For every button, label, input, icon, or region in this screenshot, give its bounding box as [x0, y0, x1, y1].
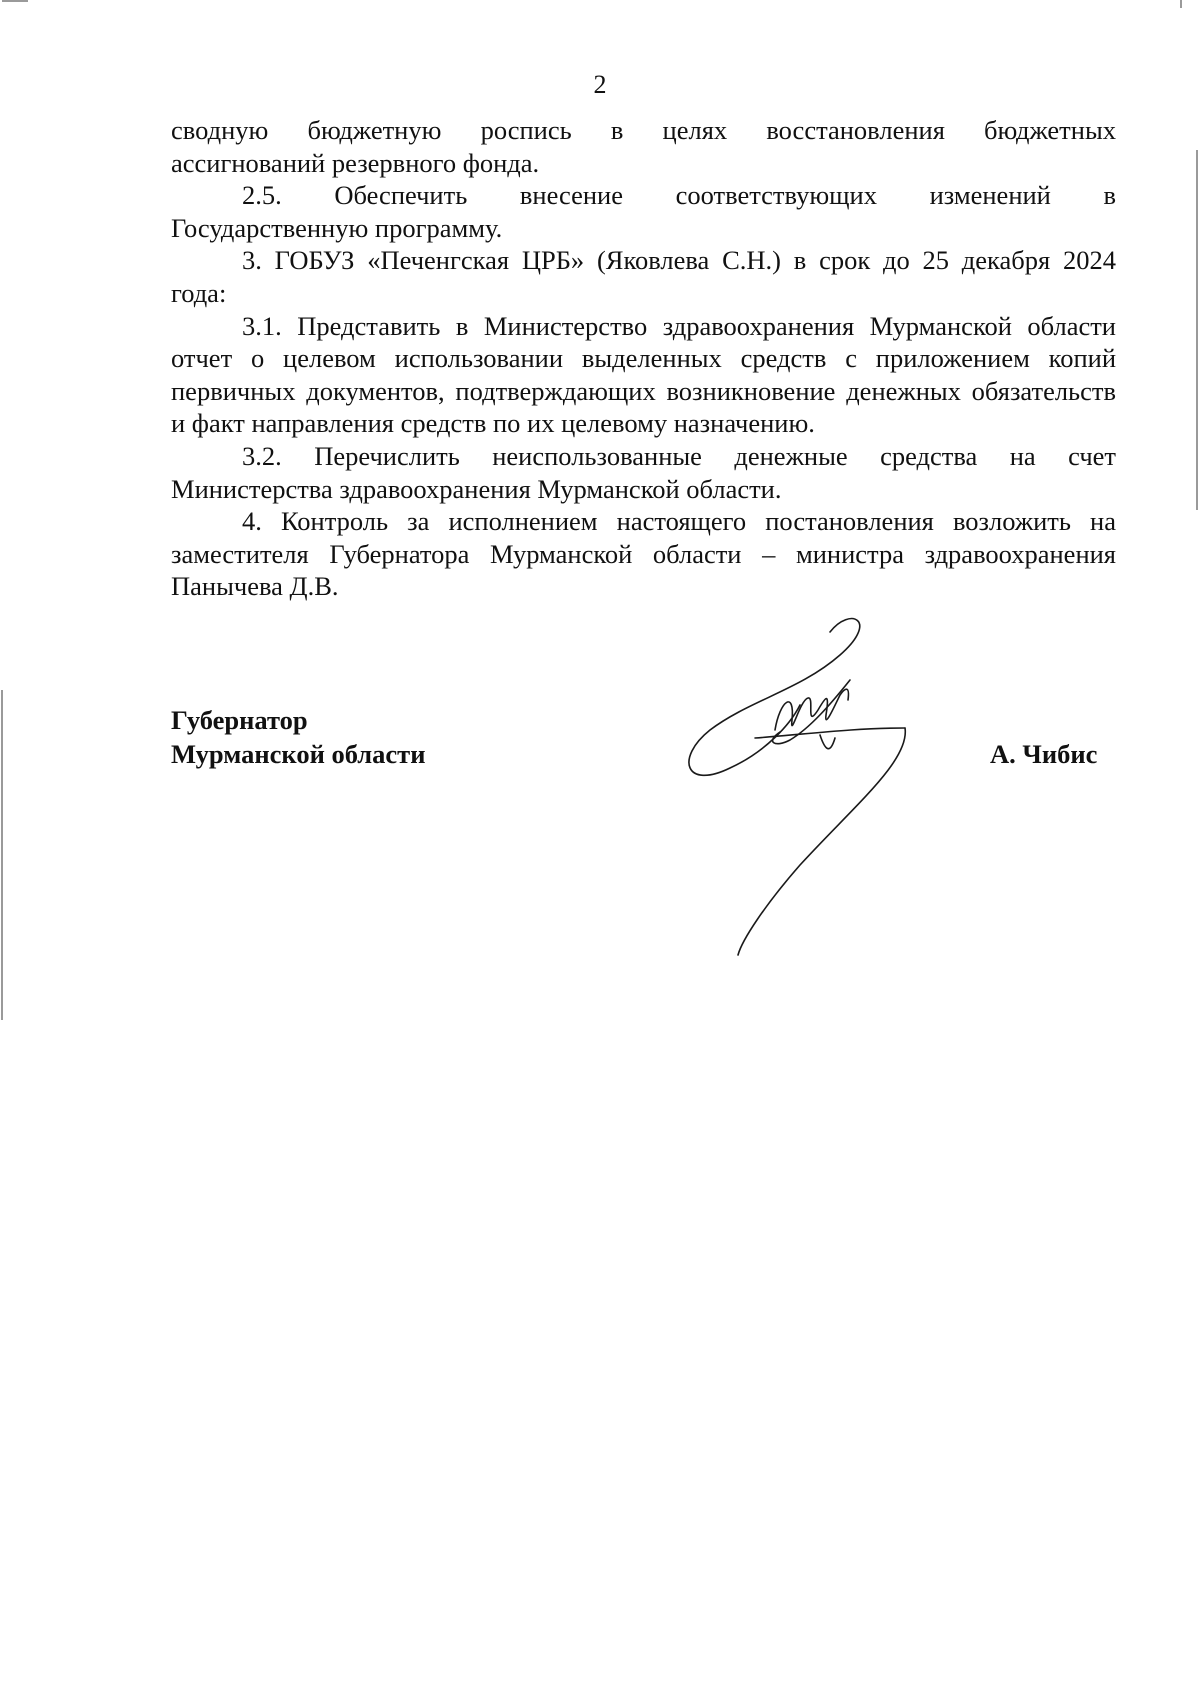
signature-tail-stroke	[738, 728, 905, 955]
scan-edge-top-right	[1180, 0, 1182, 8]
signature-hook-stroke	[820, 735, 835, 749]
paragraph-cont-line-2: ассигнований резервного фонда.	[171, 147, 540, 178]
document-body	[171, 114, 1116, 603]
page-number: 2	[593, 70, 607, 99]
scan-edge-left	[1, 690, 3, 1020]
handwritten-signature	[680, 610, 940, 960]
paragraph-item-4: 4. Контроль за исполнением настоящего постановления возложить на заместителя Губернатора Мурманской области – министра здравоохранения Панычева Д.В.	[171, 506, 1116, 602]
scan-edge-top-left	[2, 0, 28, 2]
paragraph-item-3-2: 3.2. Перечислить неиспользованные денежные средства на счет Министерства здравоохранения Мурманской области.	[171, 440, 1116, 504]
position-region: Мурманской области	[171, 739, 426, 769]
paragraph-item-2-5-line-1: 2.5. Обеспечить внесение соответствующих изменений в	[242, 180, 1116, 211]
signatory-name: А. Чибис	[990, 739, 1098, 769]
paragraph-item-3-line-1: 3. ГОБУЗ «Печенгская ЦРБ» (Яковлева С.Н.) в срок до 25 декабря 2024	[242, 245, 1116, 276]
signature-loop-stroke	[689, 619, 860, 776]
paragraph-item-3-line-2: года:	[171, 277, 227, 308]
scan-edge-right	[1196, 150, 1198, 510]
paragraph-cont-line-1: сводную бюджетную роспись в целях восстановления бюджетных	[171, 115, 1116, 145]
position-title: Губернатор	[171, 705, 308, 735]
paragraph-item-3-1: 3.1. Представить в Министерство здравоохранения Мурманской области отчет о целевом использовании выделенных средств с приложением копий первичных документов, подтверждающих возникновение денежных обязательств и факт направления средств по их целевому назначению.	[171, 310, 1116, 439]
signatory-position	[171, 703, 425, 771]
paragraph-item-2-5-line-2: Государственную программу.	[171, 212, 503, 243]
